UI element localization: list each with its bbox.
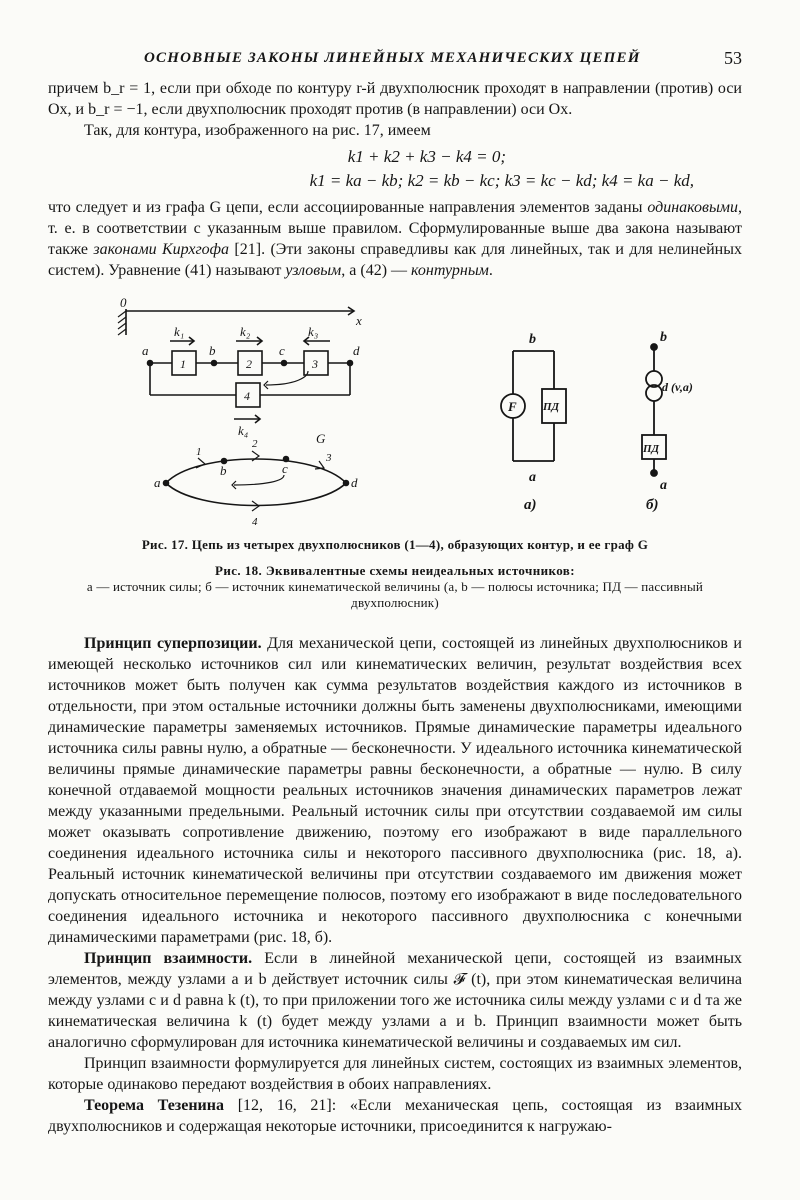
graph-label: G — [316, 431, 326, 446]
graph-node-d: d — [351, 475, 358, 490]
fig18a-label: а) — [524, 497, 537, 513]
reciprocity-paragraph: Принцип взаимности. Если в линейной механической цепи, состоящей из взаимных элементов, между узлами a и b действует источник силы 𝓕 (t), при этом кинематическая величина между узлами c и d равна k (t), то при приложении того же источника силы между узлами c и d та же кинематическая величина k (t) будет между узлами a и b. Принцип взаимности может быть аналогично сформулирован для источника кинематической величины и создаваемых им сил. — [48, 950, 742, 1051]
box-label-3: 3 — [312, 357, 318, 371]
k3-label: k₃ — [308, 324, 319, 339]
x-axis-label: x — [356, 313, 362, 328]
page — [48, 40, 742, 1137]
figures-area — [48, 295, 742, 531]
figure-18-caption-body: а — источник силы; б — источник кинематической величины (a, b — полюсы источника; ПД — пассивный двухполюсник) — [86, 579, 704, 610]
fig18a-top-label: b — [529, 332, 536, 347]
node-label-a: a — [142, 343, 149, 358]
graph-edge-2: 2 — [252, 438, 258, 450]
fig18b-bottom-label: a — [660, 478, 667, 493]
graph-node-a: a — [154, 475, 161, 490]
intro-paragraph-2: Так, для контура, изображенного на рис. 17, имеем — [84, 122, 431, 139]
figure-18-caption-title: Рис. 18. Эквивалентные схемы неидеальных источников: — [215, 563, 575, 578]
node-label-d: d — [353, 343, 360, 358]
superposition-paragraph: Принцип суперпозиции. Для механической цепи, состоящей из линейных двухполюсников и имеющей несколько источников сил или кинематических величин, результат воздействия всех источников может быть получен как сумма результатов воздействия каждого из источников в отдельности, при этом остальные источники должны быть заменены двухполюсниками, имеющими динамические параметры заменяемых источников. Прямые динамические параметры идеального источника силы равны нулю, а обратные — бесконечности. У идеального источника кинематической величины прямые динамические параметры равны бесконечности, а обратные — нулю. В силу конечной отдаваемой мощности реальных источников значения динамических параметров лежат между указанными предельными. Реальный источник силы при отсутствии создаваемой им силы может оказывать сопротивление движению, поэтому его изображают в виде параллельного соединения идеального источника силы и некоторого пассивного двухполюсника (рис. 18, а). Реальный источник кинематической величины при отсутствии создаваемого им движения может допускать относительное перемещение полюсов, поэтому его изображают в виде последовательного соединения идеального источника и некоторого пассивного двухполюсника с конечными динамическими параметрами (рис. 18, б). — [48, 635, 742, 946]
fig18a-source-label: F — [508, 399, 517, 414]
graph-node-c: c — [282, 461, 288, 476]
page-number: 53 — [724, 48, 742, 68]
box-label-2: 2 — [246, 357, 252, 371]
figure-18-caption — [48, 563, 742, 611]
figure-18-diagram — [488, 309, 693, 539]
kirchhoff-branch-formulas: k1 = ka − kb; k2 = kb − kc; k3 = kc − kd; k4 = ka − kd, — [309, 171, 694, 190]
reciprocity-paragraph-2: Принцип взаимности формулируется для линейных систем, состоящих из взаимных элементов, которые одинаково передают воздействия в обоих направлениях. — [48, 1055, 742, 1093]
running-header — [48, 40, 742, 72]
graph-edge-1: 1 — [196, 446, 202, 458]
graph-edge-4: 4 — [252, 516, 258, 528]
running-title: ОСНОВНЫЕ ЗАКОНЫ ЛИНЕЙНЫХ МЕХАНИЧЕСКИХ ЦЕПЕЙ — [144, 50, 641, 66]
figure-17-diagram — [116, 295, 446, 531]
k4-label: k₄ — [238, 423, 249, 438]
thevenin-paragraph: Теорема Тезенина [12, 16, 21]: «Если механическая цепь, состоящая из взаимных двухполюсников и содержащая некоторые источники, присоединится к нагружаю- — [48, 1097, 742, 1135]
box-label-1: 1 — [180, 357, 186, 371]
fig18b-source-label: d (v,a) — [662, 380, 693, 394]
intro-paragraph-1: причем b_r = 1, если при обходе по контуру r-й двухполюсник проходят в направлении (против) оси Ox, и b_r = −1, если двухполюсник проходят против (в направлении) оси Ox. — [48, 80, 742, 118]
fig18a-box-label: ПД — [543, 401, 560, 413]
box-label-4: 4 — [244, 389, 250, 403]
kirchhoff-loop-formula: k1 + k2 + k3 − k4 = 0; — [347, 147, 506, 166]
figure-17-caption: Рис. 17. Цепь из четырех двухполюсников (1—4), образующих контур, и ее граф G — [141, 537, 649, 552]
k1-label: k₁ — [174, 324, 185, 339]
fig18b-top-label: b — [660, 330, 667, 345]
graph-edge-3: 3 — [326, 452, 332, 464]
intro-paragraph-3: что следует и из графа G цепи, если ассоциированные направления элементов заданы одинаковыми, т. е. в соответствии с указанным выше правилом. Сформулированные выше два закона называют также законами Кирхгофа [21]. (Эти законы справедливы как для линейных, так и для нелинейных систем). Уравнение (41) называют узловым, а (42) — контурным. — [48, 199, 742, 279]
k2-label: k₂ — [240, 324, 251, 339]
fig18b-label: б) — [646, 497, 659, 513]
fig18a-bottom-label: a — [529, 470, 536, 485]
node-label-b: b — [209, 343, 216, 358]
graph-node-b: b — [220, 463, 227, 478]
fig18b-box-label: ПД — [643, 443, 660, 455]
origin-label: 0 — [120, 295, 127, 310]
node-label-c: c — [279, 343, 285, 358]
